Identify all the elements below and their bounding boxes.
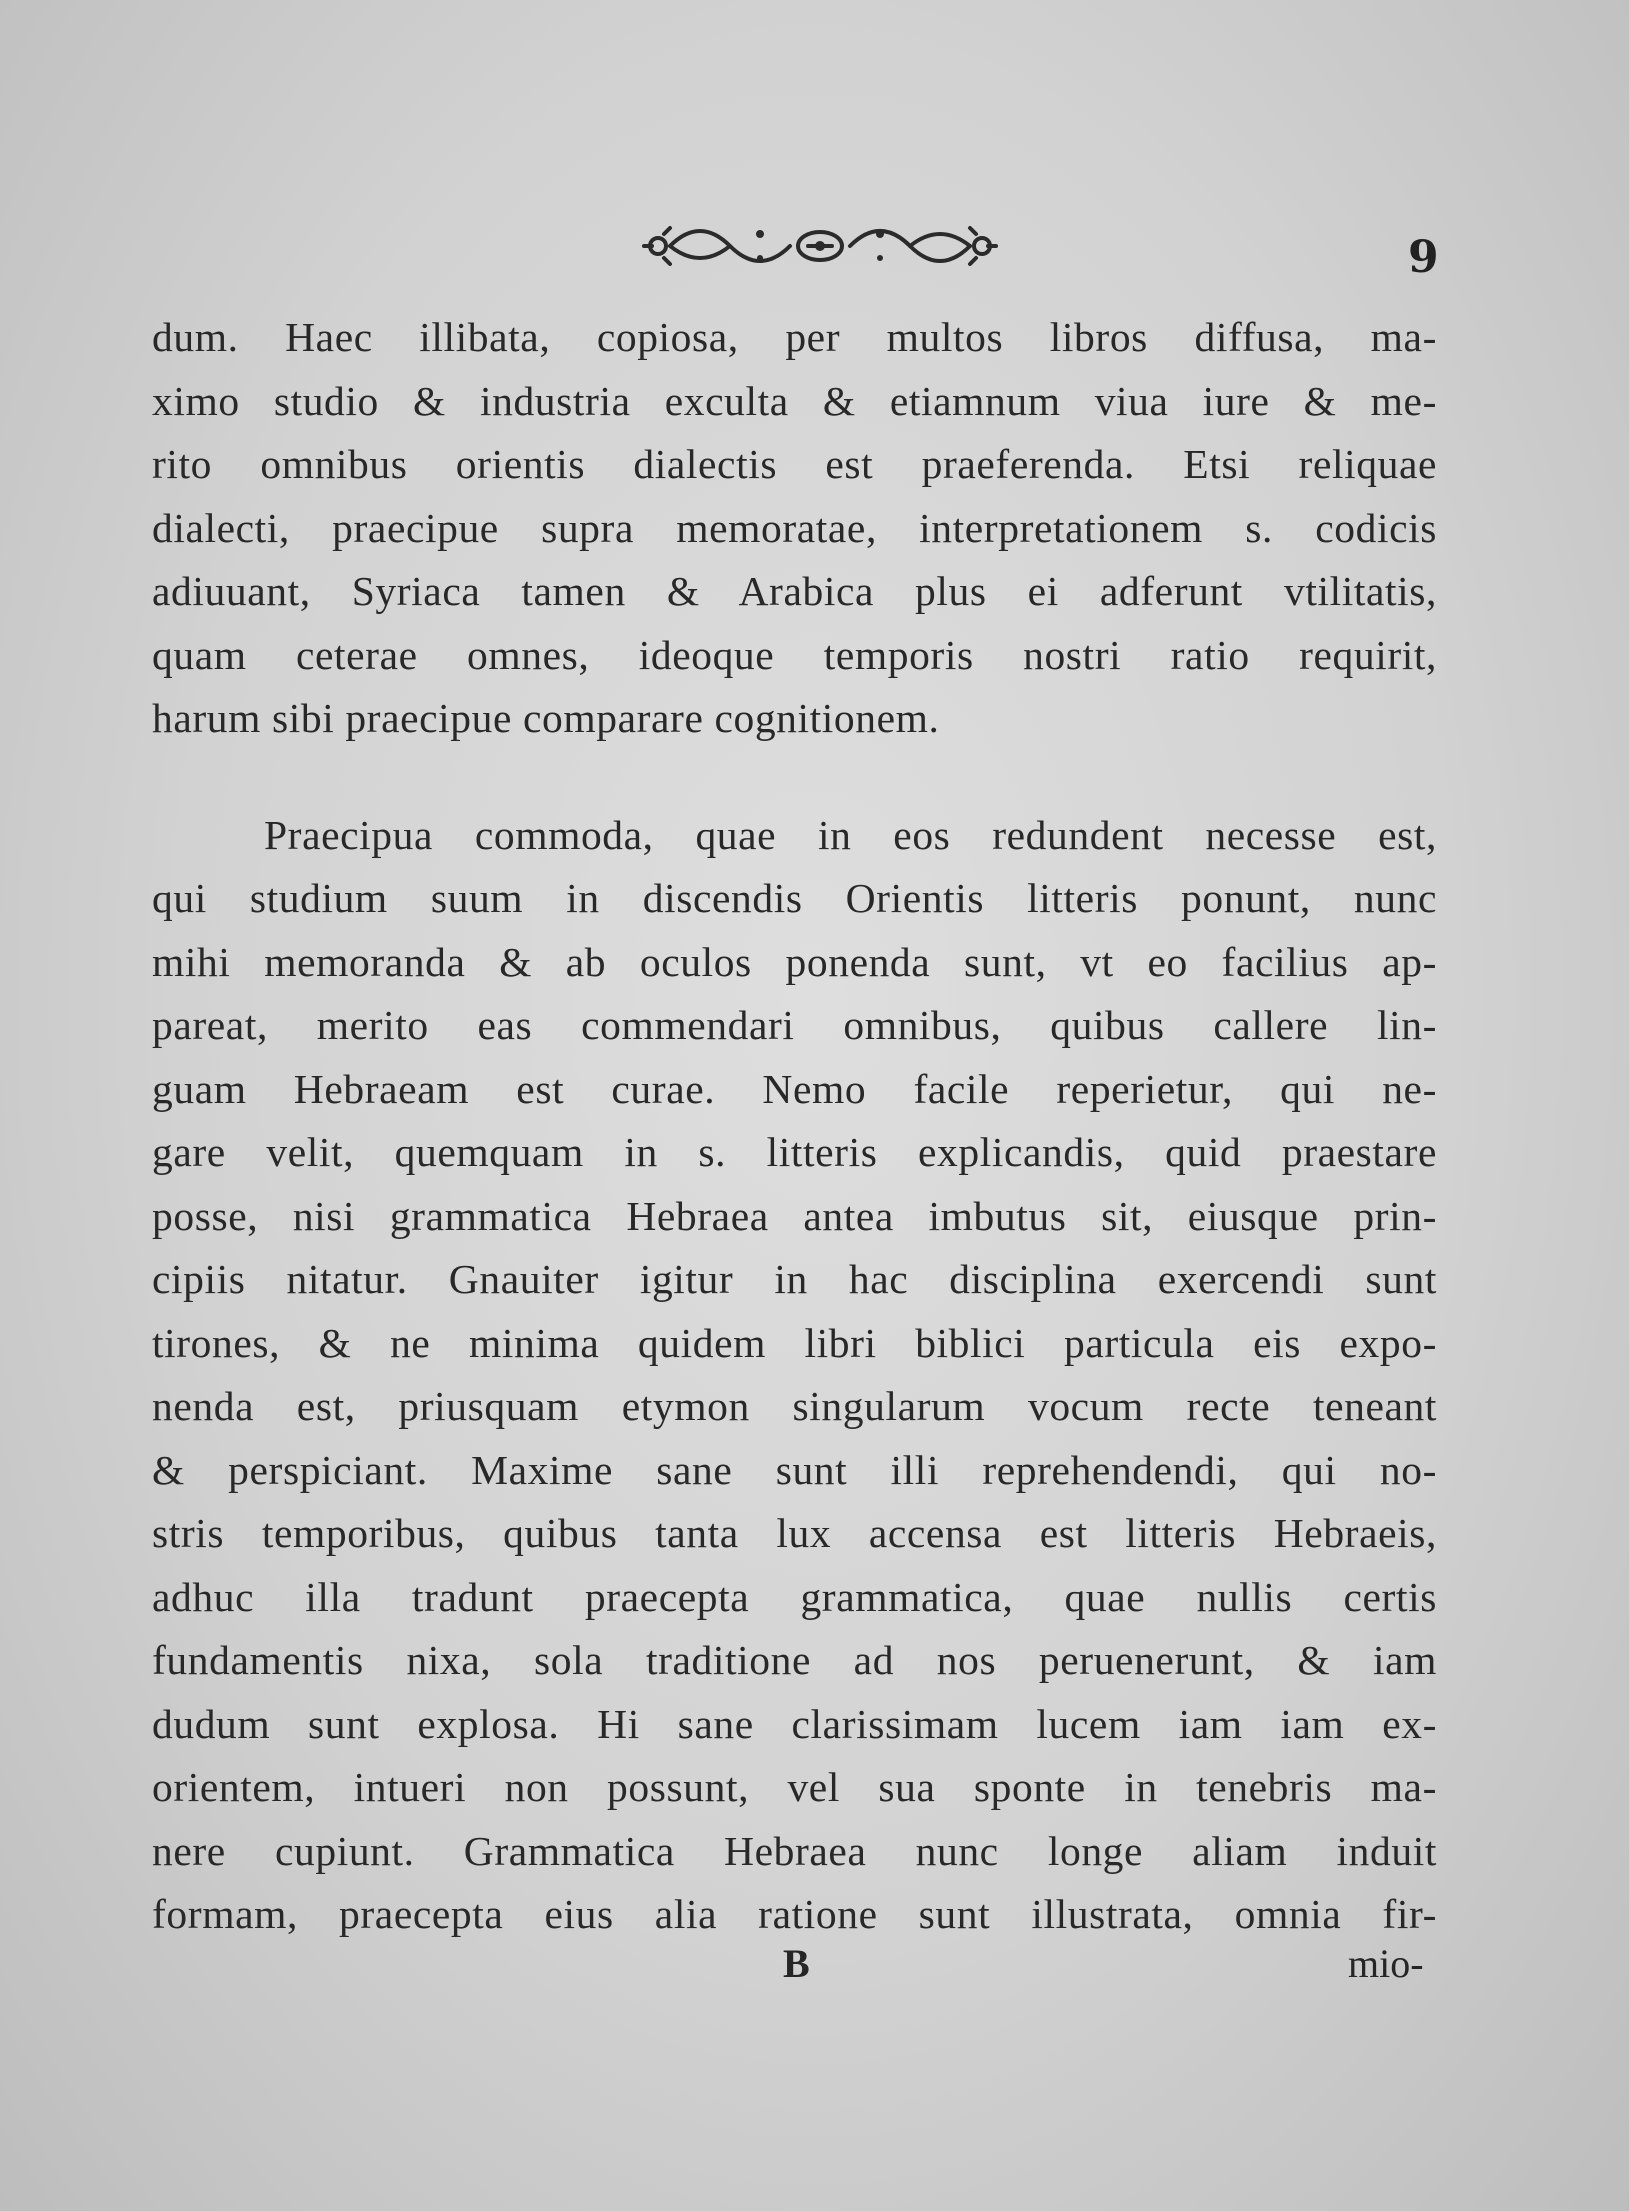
text-line: cipiis nitatur. Gnauiter igitur in hac disciplina exercendi sunt [152,1256,1437,1302]
text-line: nere cupiunt. Grammatica Hebraea nunc longe aliam induit [152,1827,1437,1874]
signature-mark: B [783,1941,810,1986]
text-line: posse, nisi grammatica Hebraea antea imbutus sit, eiusque prin- [152,1192,1437,1239]
text-line: nenda est, priusquam etymon singularum vocum recte teneant [152,1383,1437,1429]
text-line: dum. Haec illibata, copiosa, per multos libros diffusa, ma- [152,314,1437,360]
page-number: 9 [1408,232,1439,283]
text-line: dudum sunt explosa. Hi sane clarissimam lucem iam iam ex- [152,1700,1437,1747]
text-line: gare velit, quemquam in s. litteris explicandis, quid praestare [152,1129,1437,1175]
ornament-icon [640,218,1000,274]
text-line: tirones, & ne minima quidem libri biblici particula eis expo- [152,1319,1437,1366]
text-line: orientem, intueri non possunt, vel sua sponte in tenebris ma- [152,1764,1437,1810]
text-line: mihi memoranda & ab oculos ponenda sunt, vt eo facilius ap- [152,938,1437,985]
text-line: guam Hebraeam est curae. Nemo facile reperietur, qui ne- [152,1065,1437,1112]
text-line: formam, praecepta eius alia ratione sunt illustrata, omnia fir- [152,1891,1437,1937]
text-line: quam ceterae omnes, ideoque temporis nostri ratio requirit, [152,631,1437,678]
text-line: adiuuant, Syriaca tamen & Arabica plus ei adferunt vtilitatis, [152,568,1437,614]
text-line: dialecti, praecipue supra memoratae, interpretationem s. codicis [152,504,1437,551]
text-line: adhuc illa tradunt praecepta grammatica, quae nullis certis [152,1573,1437,1620]
text-line: & perspiciant. Maxime sane sunt illi reprehendendi, qui no- [152,1446,1437,1493]
text-line: ximo studio & industria exculta & etiamnum viua iure & me- [152,377,1437,424]
text-line: stris temporibus, quibus tanta lux accensa est litteris Hebraeis, [152,1510,1437,1556]
text-line: rito omnibus orientis dialectis est praeferenda. Etsi reliquae [152,441,1437,487]
text-line: fundamentis nixa, sola traditione ad nos peruenerunt, & iam [152,1637,1437,1683]
text-line: Praecipua commoda, quae in eos redundent necesse est, [264,811,1437,858]
main-text [152,306,1437,1947]
paragraph-gap [152,751,1437,804]
catchword: mio- [1348,1941,1424,1986]
text-line: harum sibi praecipue comparare cognitionem. [152,695,940,741]
text-line: pareat, merito eas commendari omnibus, quibus callere lin- [152,1002,1437,1048]
text-line: qui studium suum in discendis Orientis litteris ponunt, nunc [152,875,1437,921]
